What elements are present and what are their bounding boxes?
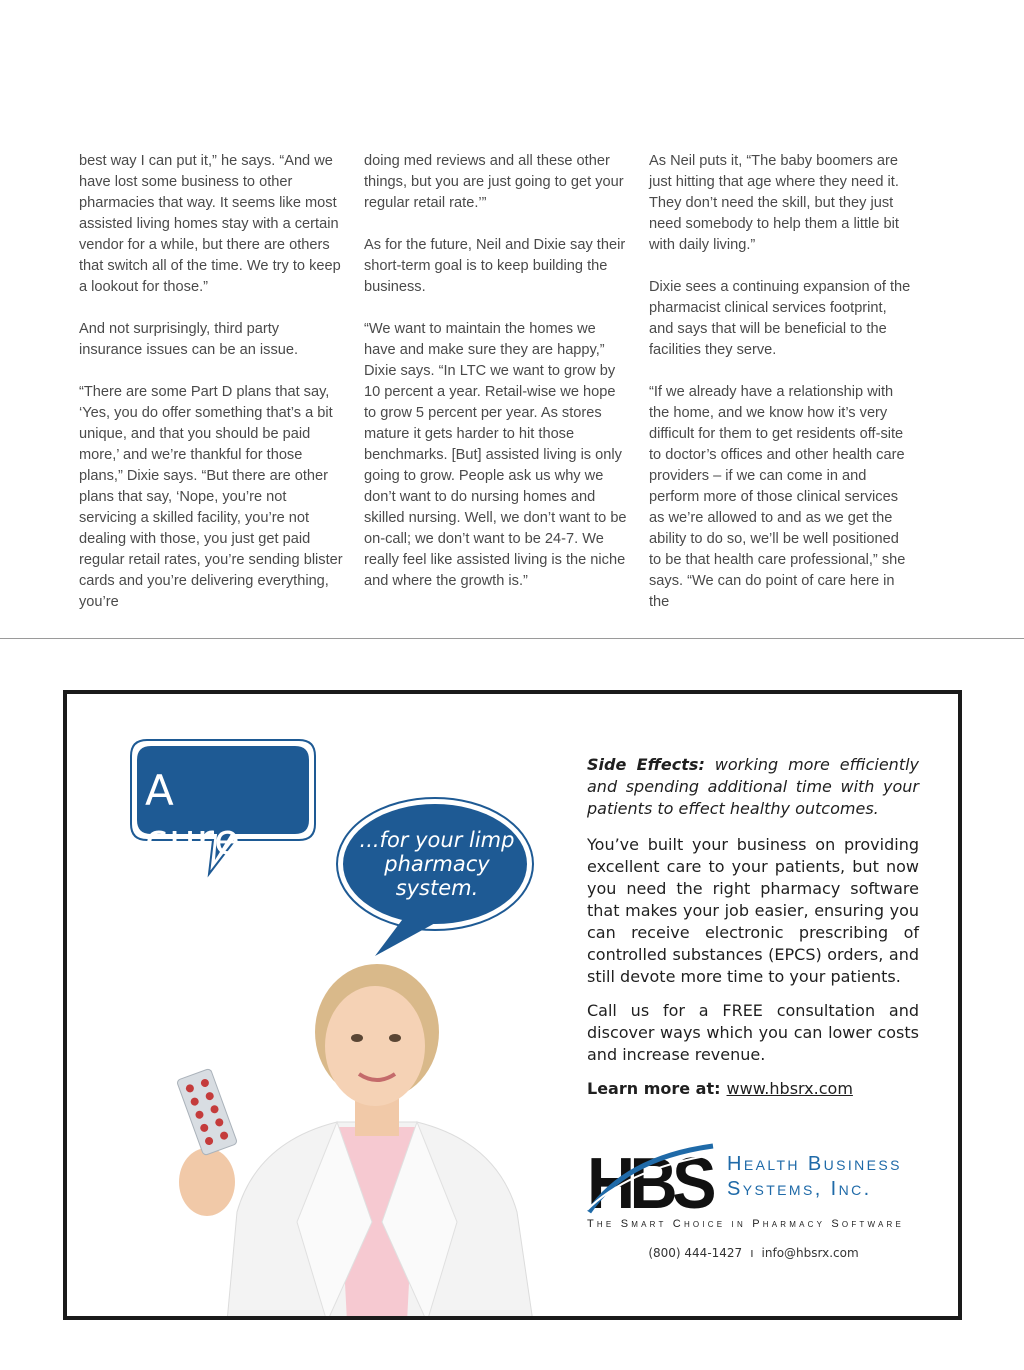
paragraph: “If we already have a relationship with the home, and we know how it’s very difficult for them to get residents off-site to doctor’s offices and other health care providers – if we can come in and perform more of those clinical services as we’re allowed to and as we get the ability to do so, we’ll be well positioned to be that health care professional,” she says. “We can do point of care here in the [649,384,906,610]
contact-separator: ı [750,1246,754,1260]
learn-more-label: Learn more at: [587,1079,721,1098]
website-link[interactable]: www.hbsrx.com [726,1079,853,1098]
section-divider [0,638,1024,639]
pharmacist-photo [167,962,539,1320]
company-tagline: The Smart Choice in Pharmacy Software [587,1218,905,1230]
bubble-headline-2: ...for your limp pharmacy system. [359,828,515,900]
paragraph: As Neil puts it, “The baby boomers are just hitting that age where they need it. They don’t need the skill, but they just need somebody to help them a little bit with daily living.” [649,153,899,253]
article-column-2 [364,151,630,592]
svg-text:HBS: HBS [587,1144,715,1218]
lead-rest: working more efficiently and spending additional time with your patients to effect healthy outcomes. [587,755,919,818]
paragraph: As for the future, Neil and Dixie say their short-term goal is to keep building the business. [364,237,626,295]
email-address[interactable]: info@hbsrx.com [761,1246,859,1260]
ad-lead [587,754,919,820]
article-column-1 [79,151,345,613]
paragraph: “There are some Part D plans that say, ‘Yes, you do offer something that’s a bit unique, and that you should be paid more,’ and we’re thankful for those plans,” Dixie says. “But there are other plans that say, ‘Nope, you’re not servicing a skilled facility, you’re not dealing with those, you just get paid regular retail rates, you’re sending blister cards and you’re delivering everything, you’re [79,384,343,610]
paragraph: doing med reviews and all these other things, but you are just going to get your regular retail rate.’” [364,153,624,211]
ad-copy [587,754,919,1100]
ad-body-2: Call us for a FREE consultation and discover ways which you can lower costs and increase revenue. [587,1001,919,1064]
contact-info [587,1246,920,1260]
hbs-logo-mark [585,1138,725,1218]
company-name-line-1: Health Business [727,1153,902,1175]
ad-body-1: You’ve built your business on providing excellent care to your patients, but now you need the right pharmacy software that makes your job easier, ensuring you can receive electronic prescribing of controlled substances (EPCS) orders, and still devote more time to your patients. [587,835,919,986]
paragraph: “We want to maintain the homes we have and make sure they are happy,” Dixie says. “In LTC we want to grow by 10 percent a year. Retail-wise we hope to grow 5 percent per year. As stores mature it gets harder to hit those benchmarks. [But] assisted living is only going to grow. People ask us why we don’t want to do nursing homes and skilled nursing. Well, we don’t want to be on-call; we don’t want to be 24-7. We really feel like assisted living is the niche and where the growth is.” [364,321,627,589]
article-column-3 [649,151,915,613]
lead-bold: Side Effects: [587,755,705,774]
phone-number[interactable]: (800) 444-1427 [648,1246,743,1260]
paragraph: Dixie sees a continuing expansion of the pharmacist clinical services footprint, and says that will be beneficial to the facilities they serve. [649,279,911,358]
company-name-line-2: Systems, Inc. [727,1178,872,1200]
hbs-logo [585,1138,925,1228]
hbs-advertisement [63,690,962,1320]
company-name [727,1152,902,1202]
bubble-headline-1: A cure... [145,766,284,864]
paragraph: best way I can put it,” he says. “And we have lost some business to other pharmacies that way. It seems like most assisted living homes stay with a certain vendor for a while, but there are others that switch all of the time. We try to keep a lookout for those.” [79,153,341,295]
paragraph: And not surprisingly, third party insurance issues can be an issue. [79,321,299,358]
learn-more [587,1078,919,1100]
